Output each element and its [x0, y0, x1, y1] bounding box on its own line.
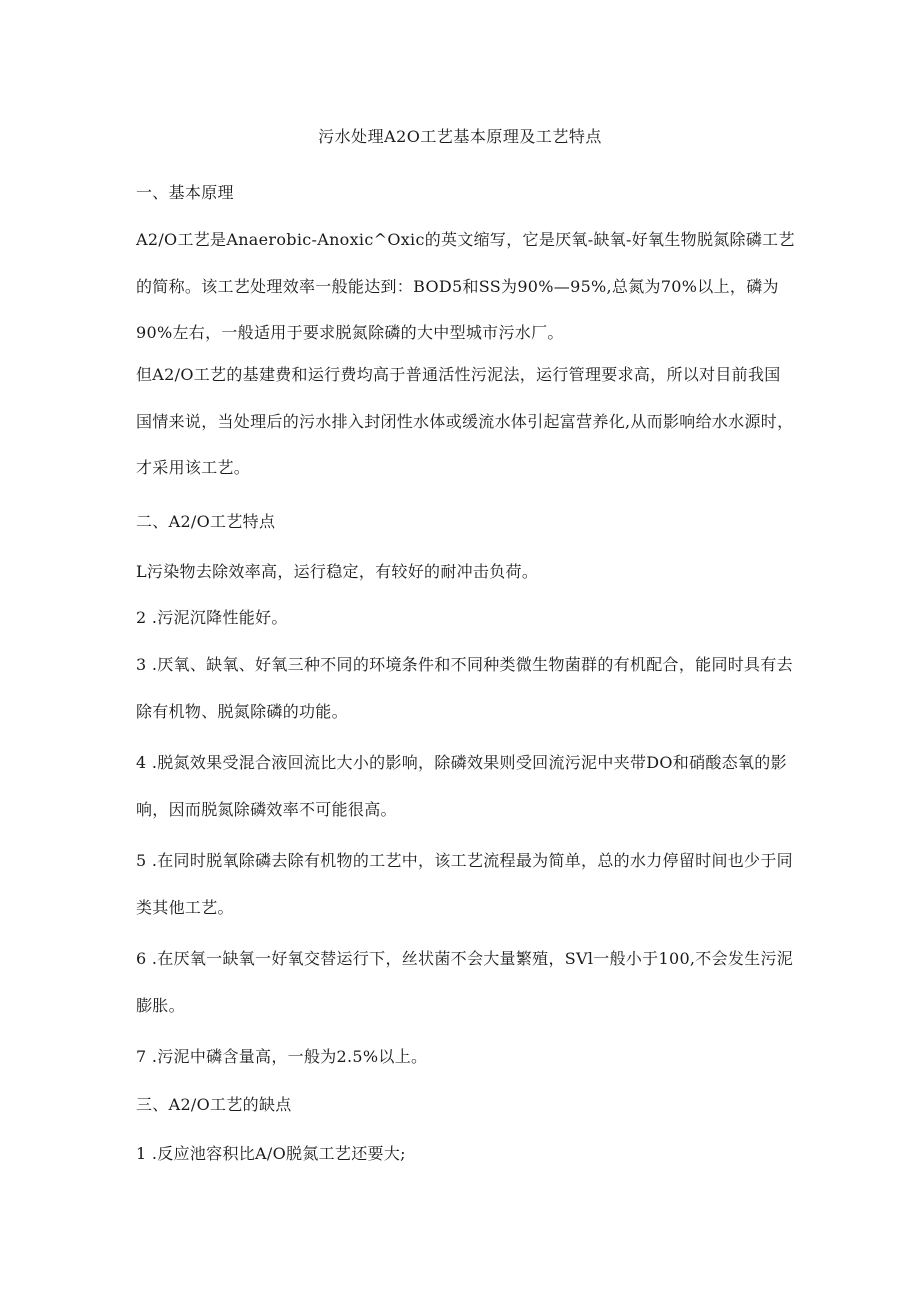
feature-item-5: 5 .在同时脱氧除磷去除有机物的工艺中，该工艺流程最为简单，总的水力停留时间也少于同类其他工艺。 [136, 851, 793, 917]
feature-item-1: L污染物去除效率高，运行稳定，有较好的耐冲击负荷。 [136, 562, 539, 581]
drawback-item-1: 1 .反应池容积比A/O脱氮工艺还要大; [136, 1144, 406, 1163]
document-title: 污水处理A2O工艺基本原理及工艺特点 [318, 127, 602, 146]
feature-item-3: 3 .厌氧、缺氧、好氧三种不同的环境条件和不同种类微生物菌群的有机配合，能同时具有去除有机物、脱氮除磷的功能。 [136, 655, 793, 721]
section-heading-features: 二、A2/O工艺特点 [136, 512, 276, 531]
section-heading-principle: 一、基本原理 [136, 183, 234, 202]
principle-paragraph-1: A2/O工艺是Anaerobic-Anoxic^Oxic的英文缩写，它是厌氧-缺氧-好氧生物脱氮除磷工艺的简称。该工艺处理效率一般能达到：BOD5和SS为90%—95%,总氮为70%以上，磷为90%左右，一般适用于要求脱氮除磷的大中型城市污水厂。 [136, 230, 795, 342]
feature-item-7: 7 .污泥中磷含量高，一般为2.5%以上。 [136, 1047, 428, 1066]
principle-paragraph-2: 但A2/O工艺的基建费和运行费均高于普通活性污泥法，运行管理要求高，所以对目前我国国情来说，当处理后的污水排入封闭性水体或缓流水体引起富营养化,从而影响给水水源时，才采用该工艺。 [136, 365, 794, 477]
feature-item-2: 2 .污泥沉降性能好。 [136, 608, 288, 627]
section-heading-drawbacks: 三、A2/O工艺的缺点 [136, 1095, 292, 1114]
feature-item-4: 4 .脱氮效果受混合液回流比大小的影响，除磷效果则受回流污泥中夹带DO和硝酸态氧的影响，因而脱氮除磷效率不可能很高。 [136, 753, 787, 819]
feature-item-6: 6 .在厌氧一缺氧一好氧交替运行下，丝状菌不会大量繁殖，SVl一般小于100,不会发生污泥膨胀。 [136, 949, 794, 1015]
